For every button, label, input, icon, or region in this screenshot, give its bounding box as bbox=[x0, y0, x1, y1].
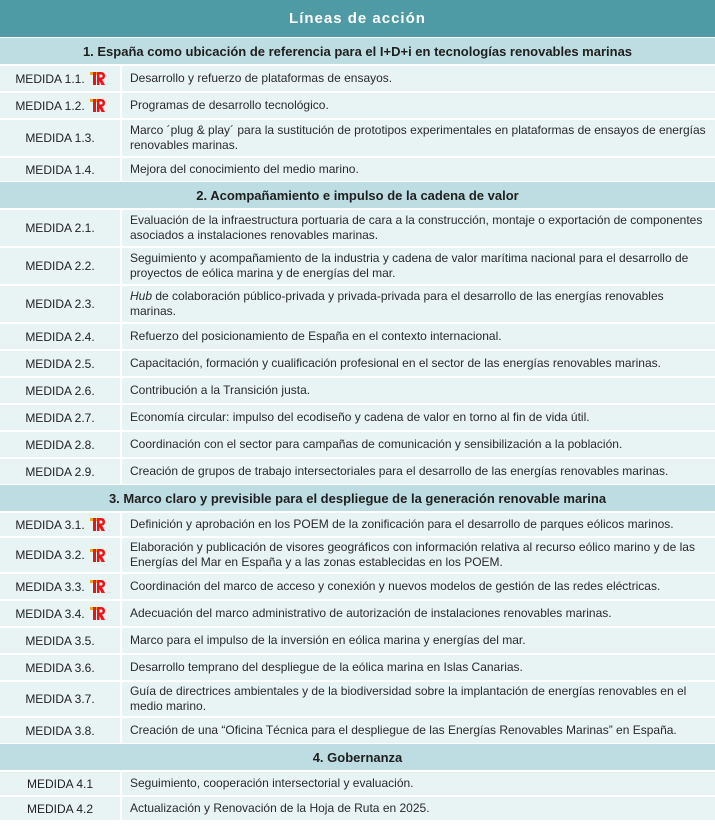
measure-code bbox=[0, 432, 122, 457]
table-row bbox=[0, 284, 715, 322]
measure-description bbox=[122, 210, 715, 246]
measure-description bbox=[122, 538, 715, 572]
table-row bbox=[0, 403, 715, 430]
measure-description bbox=[122, 324, 715, 349]
table-row bbox=[0, 208, 715, 246]
table-row bbox=[0, 430, 715, 457]
measure-code bbox=[0, 120, 122, 156]
measure-code-label: MEDIDA 3.4. bbox=[15, 606, 85, 621]
section-heading: 2. Acompañamiento e impulso de la cadena de valor bbox=[0, 181, 715, 208]
measure-description bbox=[122, 286, 715, 322]
measure-description-text: de colaboración público-privada y privada-privada para el desarrollo de las energías renovables marinas. bbox=[130, 289, 664, 318]
measure-code-label: MEDIDA 3.8. bbox=[25, 723, 95, 738]
measure-code-label: MEDIDA 2.5. bbox=[25, 356, 95, 371]
tr-logo-icon bbox=[90, 517, 105, 532]
table-row bbox=[0, 536, 715, 572]
measure-description bbox=[122, 432, 715, 457]
measure-description-text: Coordinación del marco de acceso y conexión y nuevos modelos de gestión de las redes eléctricas. bbox=[130, 579, 661, 593]
table-row bbox=[0, 349, 715, 376]
measure-description-text: Contribución a la Transición justa. bbox=[130, 383, 311, 397]
measure-code-label: MEDIDA 1.2. bbox=[15, 98, 85, 113]
measure-description-text: Marco para el impulso de la inversión en eólica marina y energías del mar. bbox=[130, 633, 526, 647]
measure-code bbox=[0, 351, 122, 376]
measure-description-text: Refuerzo del posicionamiento de España en el contexto internacional. bbox=[130, 329, 502, 343]
measure-code bbox=[0, 513, 122, 536]
table-title: Líneas de acción bbox=[0, 0, 715, 37]
section-heading: 3. Marco claro y previsible para el despliegue de la generación renovable marina bbox=[0, 484, 715, 511]
measure-code bbox=[0, 628, 122, 653]
measure-description-text: Programas de desarrollo tecnológico. bbox=[130, 98, 329, 112]
measure-description-text: Mejora del conocimiento del medio marino. bbox=[130, 162, 359, 176]
measure-description bbox=[122, 574, 715, 599]
measure-code-label: MEDIDA 3.6. bbox=[25, 660, 95, 675]
measure-description bbox=[122, 459, 715, 484]
measure-code-label: MEDIDA 2.7. bbox=[25, 410, 95, 425]
measure-code-label: MEDIDA 1.4. bbox=[25, 162, 95, 177]
measure-code bbox=[0, 655, 122, 680]
table-row bbox=[0, 118, 715, 156]
measure-code bbox=[0, 718, 122, 743]
measure-code bbox=[0, 378, 122, 403]
measure-description-text: Coordinación con el sector para campañas de comunicación y sensibilización a la población. bbox=[130, 437, 623, 451]
measure-code-label: MEDIDA 2.6. bbox=[25, 383, 95, 398]
measure-code-label: MEDIDA 4.2 bbox=[26, 801, 94, 816]
measure-code bbox=[0, 248, 122, 284]
section-heading: 1. España como ubicación de referencia para el I+D+i en tecnologías renovables marinas bbox=[0, 37, 715, 64]
measure-code-label: MEDIDA 2.8. bbox=[25, 437, 95, 452]
tr-logo-icon bbox=[90, 606, 105, 621]
measure-code bbox=[0, 286, 122, 322]
measure-description bbox=[122, 772, 715, 795]
measure-description-text: Desarrollo y refuerzo de plataformas de ensayos. bbox=[130, 71, 393, 85]
table-row bbox=[0, 599, 715, 626]
table-row bbox=[0, 572, 715, 599]
measure-description bbox=[122, 93, 715, 118]
sections-container bbox=[0, 37, 715, 820]
measure-code-label: MEDIDA 3.7. bbox=[25, 692, 95, 706]
measure-code-label: MEDIDA 3.5. bbox=[25, 633, 95, 648]
measure-description-emphasis: Hub bbox=[130, 289, 153, 303]
measure-code-label: MEDIDA 2.3. bbox=[25, 297, 95, 311]
measure-code-label: MEDIDA 1.3. bbox=[25, 131, 95, 145]
measure-code-label: MEDIDA 2.9. bbox=[25, 464, 95, 479]
measure-code bbox=[0, 158, 122, 181]
measure-description bbox=[122, 601, 715, 626]
table-row bbox=[0, 246, 715, 284]
measure-description bbox=[122, 513, 715, 536]
table-row bbox=[0, 322, 715, 349]
measure-code bbox=[0, 772, 122, 795]
measure-description bbox=[122, 628, 715, 653]
measure-code bbox=[0, 93, 122, 118]
tr-logo-icon bbox=[90, 548, 105, 563]
measure-code bbox=[0, 405, 122, 430]
table-row bbox=[0, 653, 715, 680]
measure-code-label: MEDIDA 3.1. bbox=[15, 517, 85, 532]
measure-code-label: MEDIDA 2.4. bbox=[25, 329, 95, 344]
measure-code bbox=[0, 538, 122, 572]
measure-description-text: Marco ´plug & play´ para la sustitución de prototipos experimentales en plataformas de ensayos de energías renovables marinas. bbox=[130, 123, 706, 152]
measure-description-text: Economía circular: impulso del ecodiseño y cadena de valor en torno al fin de vida útil. bbox=[130, 410, 590, 424]
measure-description bbox=[122, 405, 715, 430]
measure-description bbox=[122, 158, 715, 181]
table-row bbox=[0, 716, 715, 743]
measure-code-label: MEDIDA 1.1. bbox=[15, 71, 85, 86]
measure-code bbox=[0, 601, 122, 626]
table-row bbox=[0, 626, 715, 653]
measure-description bbox=[122, 351, 715, 376]
measure-description bbox=[122, 718, 715, 743]
measure-description bbox=[122, 797, 715, 820]
measure-code bbox=[0, 66, 122, 91]
measure-code bbox=[0, 324, 122, 349]
measure-code bbox=[0, 459, 122, 484]
table-row bbox=[0, 770, 715, 795]
measure-description-text: Seguimiento, cooperación intersectorial y evaluación. bbox=[130, 776, 414, 790]
table-row bbox=[0, 680, 715, 716]
measure-code bbox=[0, 682, 122, 716]
measure-description-text: Actualización y Renovación de la Hoja de Ruta en 2025. bbox=[130, 801, 430, 815]
tr-logo-icon bbox=[90, 71, 105, 86]
measure-code bbox=[0, 210, 122, 246]
measure-description bbox=[122, 378, 715, 403]
tr-logo-icon bbox=[90, 98, 105, 113]
table-row bbox=[0, 511, 715, 536]
measure-description bbox=[122, 682, 715, 716]
table-row bbox=[0, 457, 715, 484]
section-heading: 4. Gobernanza bbox=[0, 743, 715, 770]
table-row bbox=[0, 795, 715, 820]
measure-description-text: Desarrollo temprano del despliegue de la eólica marina en Islas Canarias. bbox=[130, 660, 523, 674]
table-row bbox=[0, 156, 715, 181]
measure-code-label: MEDIDA 3.2. bbox=[15, 548, 85, 562]
measure-description-text: Capacitación, formación y cualificación profesional en el sector de las energías renovables marinas. bbox=[130, 356, 661, 370]
table-row bbox=[0, 91, 715, 118]
measure-code-label: MEDIDA 3.3. bbox=[15, 579, 85, 594]
measure-description-text: Elaboración y publicación de visores geográficos con información relativa al recurso eólico marino y de las Energías del Mar en España y a las zonas establecidas en los POEM. bbox=[130, 540, 695, 569]
tr-logo-icon bbox=[90, 579, 105, 594]
measure-description-text: Creación de una “Oficina Técnica para el despliegue de las Energías Renovables Marinas” en España. bbox=[130, 723, 677, 737]
measure-description-text: Adecuación del marco administrativo de autorización de instalaciones renovables marinas. bbox=[130, 606, 612, 620]
measure-description bbox=[122, 655, 715, 680]
measure-code bbox=[0, 797, 122, 820]
measure-description-text: Guía de directrices ambientales y de la biodiversidad sobre la implantación de energías renovables en el medio marino. bbox=[130, 684, 687, 713]
measure-code bbox=[0, 574, 122, 599]
table-row bbox=[0, 376, 715, 403]
measure-description-text: Seguimiento y acompañamiento de la industria y cadena de valor marítima nacional para el desarrollo de proyectos de eólica marina y de energías del mar. bbox=[130, 251, 689, 280]
measure-description-text: Creación de grupos de trabajo intersectoriales para el desarrollo de las energías renovables marinas. bbox=[130, 464, 669, 478]
measure-description-text: Evaluación de la infraestructura portuaria de cara a la construcción, montaje o exportación de componentes asociados a instalaciones renovables marinas. bbox=[130, 213, 703, 242]
measure-description bbox=[122, 120, 715, 156]
measure-code-label: MEDIDA 4.1 bbox=[26, 776, 94, 791]
table-row bbox=[0, 64, 715, 91]
measure-code-label: MEDIDA 2.2. bbox=[25, 259, 95, 273]
measure-description bbox=[122, 248, 715, 284]
measure-code-label: MEDIDA 2.1. bbox=[25, 221, 95, 235]
measure-description bbox=[122, 66, 715, 91]
measure-description-text: Definición y aprobación en los POEM de la zonificación para el desarrollo de parques eólicos marinos. bbox=[130, 517, 674, 531]
